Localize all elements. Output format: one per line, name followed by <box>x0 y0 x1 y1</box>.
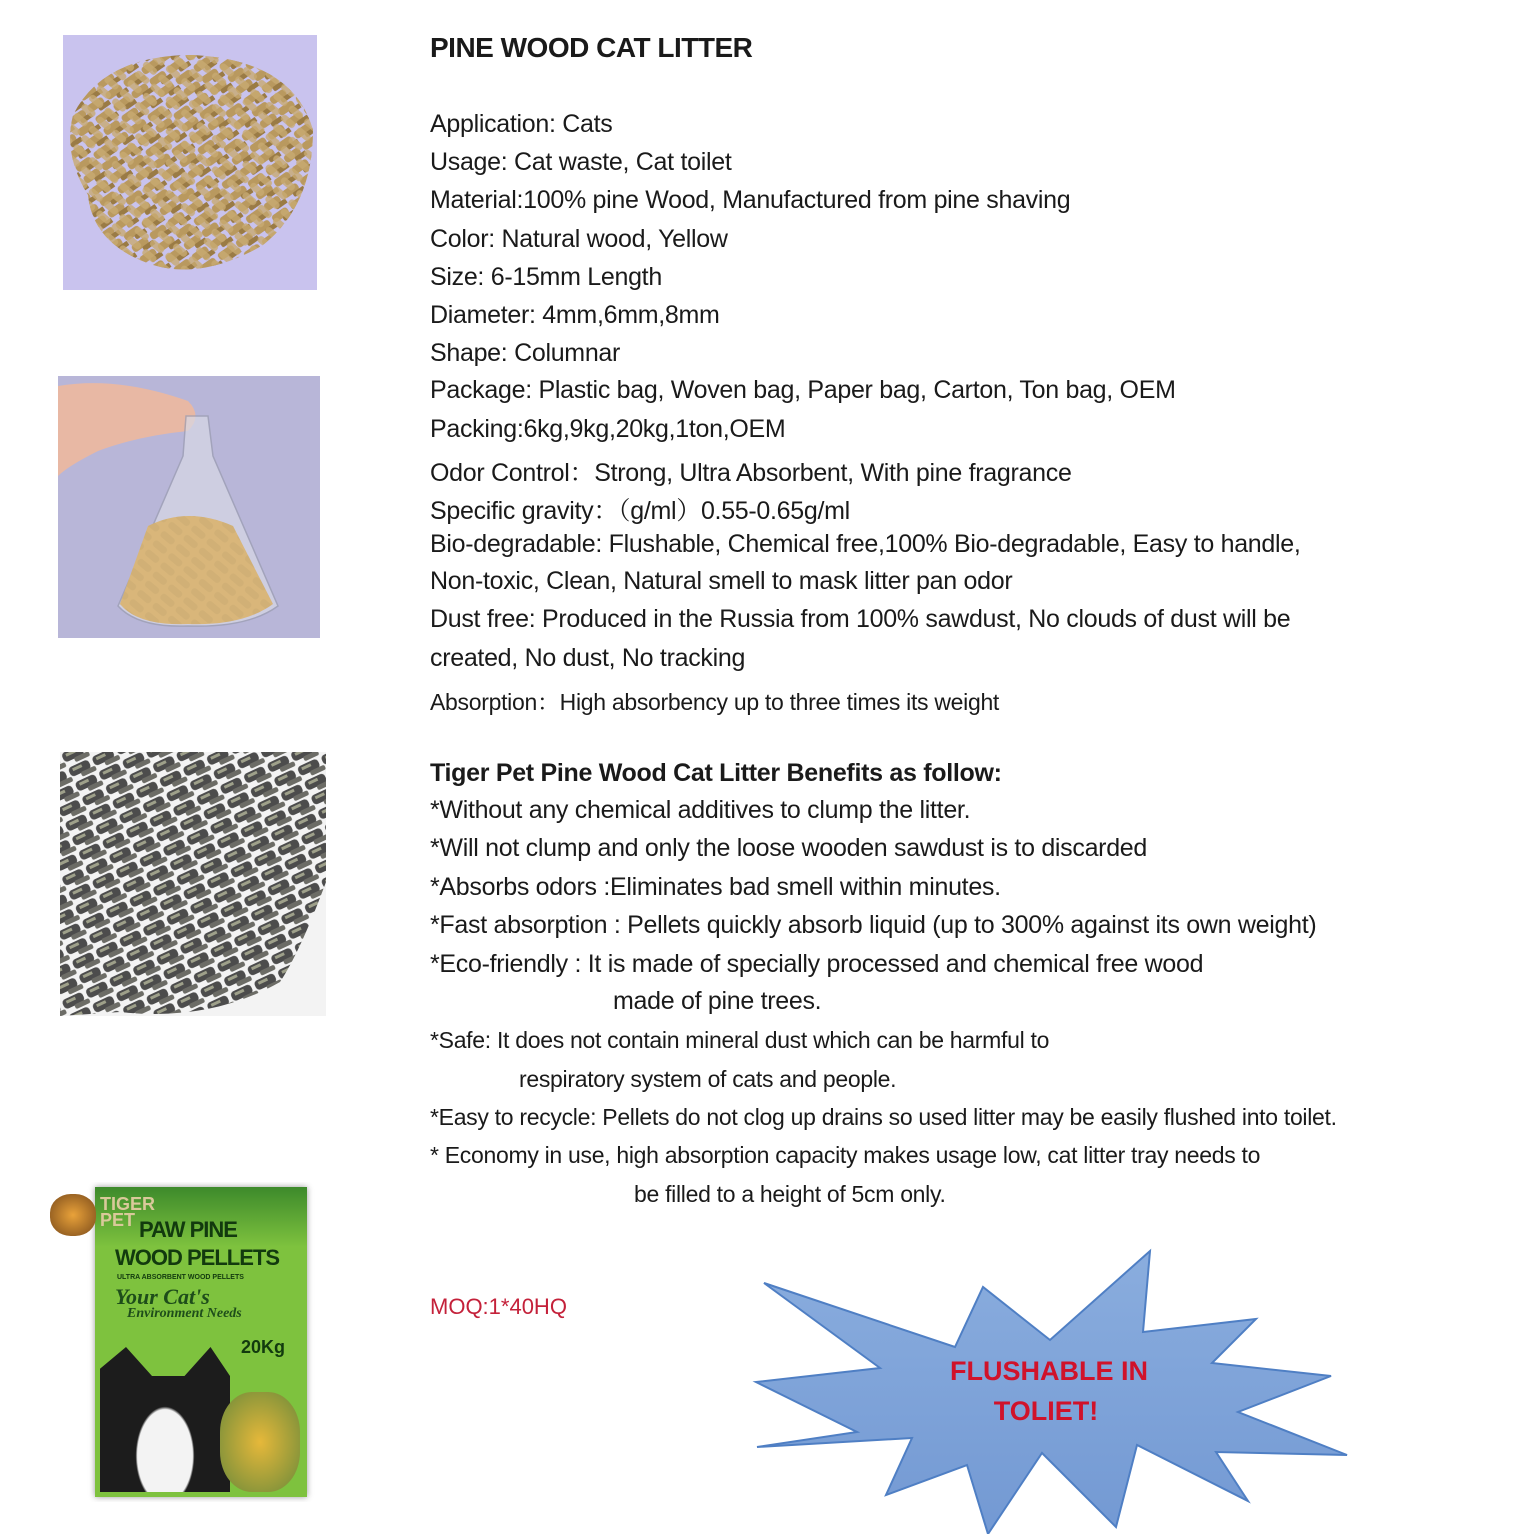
spec-material: Material:100% pine Wood, Manufactured from pine shaving <box>430 186 1071 214</box>
badge-line2: TOLIET! <box>993 1396 1099 1426</box>
spec-specific-gravity: Specific gravity：（g/ml）0.55-0.65g/ml <box>430 497 850 525</box>
benefit-item: *Absorbs odors :Eliminates bad smell within minutes. <box>430 873 1001 901</box>
benefit-item-cont: made of pine trees. <box>613 987 822 1015</box>
bag-slogan1: Your Cat's <box>115 1284 210 1309</box>
page-title: PINE WOOD CAT LITTER <box>430 32 753 63</box>
bag-line2: WOOD PELLETS <box>115 1245 279 1270</box>
spec-color: Color: Natural wood, Yellow <box>430 225 728 253</box>
spec-shape: Shape: Columnar <box>430 339 621 367</box>
spec-odor-control: Odor Control：Strong, Ultra Absorbent, With pine fragrance <box>430 459 1072 487</box>
benefit-item: *Without any chemical additives to clump the litter. <box>430 796 971 824</box>
benefits-heading: Tiger Pet Pine Wood Cat Litter Benefits as follow: <box>430 759 1002 787</box>
spec-diameter: Diameter: 4mm,6mm,8mm <box>430 301 720 329</box>
benefit-item-cont: be filled to a height of 5cm only. <box>634 1181 946 1207</box>
spec-biodegradable-cont: Non-toxic, Clean, Natural smell to mask litter pan odor <box>430 567 1013 595</box>
spec-application: Application: Cats <box>430 110 613 138</box>
spec-absorption: Absorption：High absorbency up to three times its weight <box>430 689 1000 715</box>
spec-usage: Usage: Cat waste, Cat toilet <box>430 148 732 176</box>
bag-sub: ULTRA ABSORBENT WOOD PELLETS <box>117 1274 244 1281</box>
benefit-item: * Economy in use, high absorption capacity makes usage low, cat litter tray needs to <box>430 1142 1261 1168</box>
benefit-item: *Fast absorption : Pellets quickly absorb liquid (up to 300% against its own weight) <box>430 911 1317 939</box>
benefit-item-cont: respiratory system of cats and people. <box>519 1066 897 1092</box>
benefit-item: *Will not clump and only the loose wooden sawdust is to discarded <box>430 834 1148 862</box>
spec-packing: Packing:6kg,9kg,20kg,1ton,OEM <box>430 415 786 443</box>
brand-tiger: TIGER <box>100 1194 156 1214</box>
spec-package: Package: Plastic bag, Woven bag, Paper bag, Carton, Ton bag, OEM <box>430 376 1176 404</box>
benefit-item: *Easy to recycle: Pellets do not clog up drains so used litter may be easily flushed into toilet. <box>430 1104 1337 1130</box>
bag-line1: PAW PINE <box>139 1217 237 1242</box>
bag-slogan2: Environment Needs <box>127 1306 242 1321</box>
spec-dust-free-cont: created, No dust, No tracking <box>430 644 746 672</box>
spec-size: Size: 6-15mm Length <box>430 263 662 291</box>
badge-line1: FLUSHABLE IN <box>950 1356 1148 1386</box>
brand-pet: PET <box>100 1210 136 1230</box>
benefit-item: *Eco-friendly : It is made of specially processed and chemical free wood <box>430 950 1204 978</box>
spec-dust-free: Dust free: Produced in the Russia from 100% sawdust, No clouds of dust will be <box>430 605 1291 633</box>
spec-biodegradable: Bio-degradable: Flushable, Chemical free,100% Bio-degradable, Easy to handle, <box>430 530 1301 558</box>
benefit-item: *Safe: It does not contain mineral dust which can be harmful to <box>430 1027 1050 1053</box>
moq-label: MOQ:1*40HQ <box>430 1294 567 1319</box>
bag-weight: 20Kg <box>241 1337 286 1357</box>
